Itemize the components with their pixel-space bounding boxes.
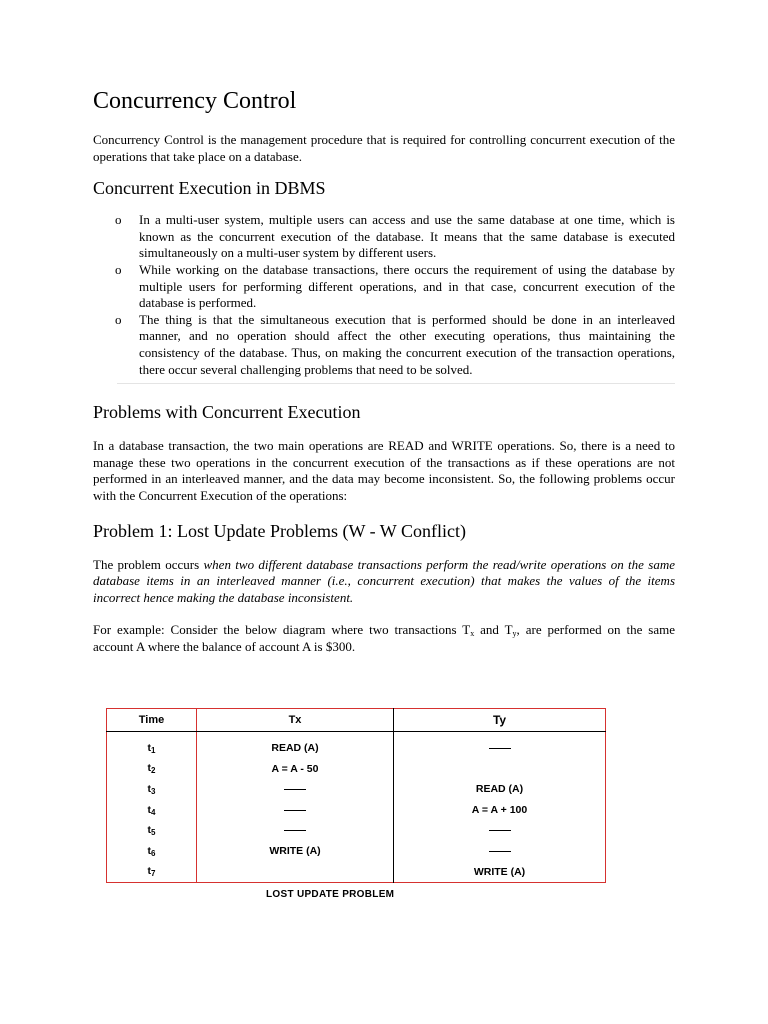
time-cell bbox=[107, 841, 197, 862]
ty-cell: READ (A) bbox=[394, 779, 606, 800]
list-item-text: In a multi-user system, multiple users can access and use the same database at one time, which is known as the concurrent execution of the database. It means that the same database is executed simultaneously on a multi-user system by different users. bbox=[139, 212, 675, 261]
document-page bbox=[93, 86, 675, 655]
ty-cell bbox=[394, 732, 606, 759]
time-subscript: 4 bbox=[151, 807, 156, 817]
list-item-text: The thing is that the simultaneous execution that is performed should be done in an interleaved manner, and no operation should affect the other executing operations, thus maintaining the consistency of the database. Thus, on making the concurrent execution of the transaction operations, there occur several challenging problems that need to be solved. bbox=[139, 311, 675, 377]
list-item bbox=[115, 261, 675, 312]
time-subscript: 1 bbox=[151, 745, 156, 755]
tx-cell: A = A - 50 bbox=[197, 759, 394, 780]
problem-1-text: The problem occurs bbox=[93, 556, 204, 572]
time-subscript: 5 bbox=[151, 828, 156, 838]
bullet-marker: o bbox=[115, 212, 122, 228]
time-subscript: 3 bbox=[151, 786, 156, 796]
dash-mark bbox=[489, 748, 511, 749]
tx-cell: READ (A) bbox=[197, 732, 394, 759]
ty-cell bbox=[394, 820, 606, 841]
lost-update-figure bbox=[106, 708, 606, 900]
example-paragraph bbox=[93, 622, 675, 655]
tx-subscript: x bbox=[470, 629, 475, 639]
time-cell bbox=[107, 820, 197, 841]
time-cell bbox=[107, 800, 197, 821]
table-row bbox=[107, 800, 606, 821]
table-row bbox=[107, 841, 606, 862]
intro-paragraph: Concurrency Control is the management procedure that is required for controlling concurrent execution of the operations that take place on a database. bbox=[93, 132, 675, 164]
list-item-text: While working on the database transactions, there occurs the requirement of using the database by multiple users for performing different operations, and in that case, concurrent execution of the database is performed. bbox=[139, 261, 675, 311]
time-label: t bbox=[147, 762, 152, 775]
table-header-row bbox=[107, 709, 606, 732]
time-subscript: 2 bbox=[151, 766, 156, 776]
ty-cell: A = A + 100 bbox=[394, 800, 606, 821]
header-ty: Ty bbox=[394, 709, 606, 732]
ty-cell bbox=[394, 759, 606, 780]
time-cell bbox=[107, 779, 197, 800]
table-row bbox=[107, 820, 606, 841]
ty-cell bbox=[394, 841, 606, 862]
example-text-c: , are performed on the same account A where the balance of account A is $300. bbox=[93, 622, 675, 654]
dash-mark bbox=[284, 830, 306, 831]
problem-1-paragraph bbox=[93, 557, 675, 607]
list-item bbox=[115, 212, 675, 262]
bullet-marker: o bbox=[115, 311, 122, 327]
tx-cell: WRITE (A) bbox=[197, 841, 394, 862]
list-item bbox=[115, 311, 675, 378]
tx-cell bbox=[197, 820, 394, 841]
heading-problem-1: Problem 1: Lost Update Problems (W - W Conflict) bbox=[93, 520, 466, 541]
tx-cell bbox=[197, 779, 394, 800]
transaction-table bbox=[106, 708, 606, 883]
time-label: t bbox=[147, 803, 152, 816]
tx-cell bbox=[197, 862, 394, 883]
time-label: t bbox=[147, 741, 152, 754]
problem-1-emphasis: when two different database transactions perform the read/write operations on the same database items in an interleaved manner (i.e., concurrent execution) that makes the values of the items incorrect hence making the database inconsistent. bbox=[93, 556, 675, 605]
problems-paragraph: In a database transaction, the two main operations are READ and WRITE operations. So, there is a need to manage these two operations in the concurrent execution of the transactions as if these operations are not performed in an interleaved manner, and the data may become inconsistent. So, the following problems occur with the Concurrent Execution of the operations: bbox=[93, 438, 675, 503]
header-tx: Tx bbox=[197, 709, 394, 732]
table-row bbox=[107, 759, 606, 780]
page-title: Concurrency Control bbox=[93, 88, 297, 114]
time-label: t bbox=[147, 824, 152, 837]
heading-concurrent-execution: Concurrent Execution in DBMS bbox=[93, 178, 326, 199]
dash-mark bbox=[489, 851, 511, 852]
time-cell bbox=[107, 759, 197, 780]
time-label: t bbox=[147, 844, 152, 857]
table-row bbox=[107, 732, 606, 759]
time-cell bbox=[107, 732, 197, 759]
figure-caption: LOST UPDATE PROBLEM bbox=[266, 889, 395, 901]
ty-cell: WRITE (A) bbox=[394, 862, 606, 883]
example-text-b: and T bbox=[474, 622, 513, 638]
concurrent-execution-list bbox=[93, 212, 675, 378]
dash-mark bbox=[284, 810, 306, 811]
dash-mark bbox=[284, 789, 306, 790]
time-label: t bbox=[147, 865, 152, 878]
time-cell bbox=[107, 862, 197, 883]
time-subscript: 7 bbox=[151, 869, 156, 879]
dash-mark bbox=[489, 830, 511, 831]
tx-cell bbox=[197, 800, 394, 821]
header-time: Time bbox=[107, 709, 197, 732]
table-row bbox=[107, 779, 606, 800]
time-subscript: 6 bbox=[151, 848, 156, 858]
heading-problems: Problems with Concurrent Execution bbox=[93, 402, 361, 423]
time-label: t bbox=[147, 782, 152, 795]
table-row bbox=[107, 862, 606, 883]
bullet-marker: o bbox=[115, 261, 122, 277]
ty-subscript: y bbox=[512, 629, 517, 639]
example-text-a: For example: Consider the below diagram where two transactions T bbox=[93, 622, 471, 638]
divider bbox=[117, 383, 675, 384]
